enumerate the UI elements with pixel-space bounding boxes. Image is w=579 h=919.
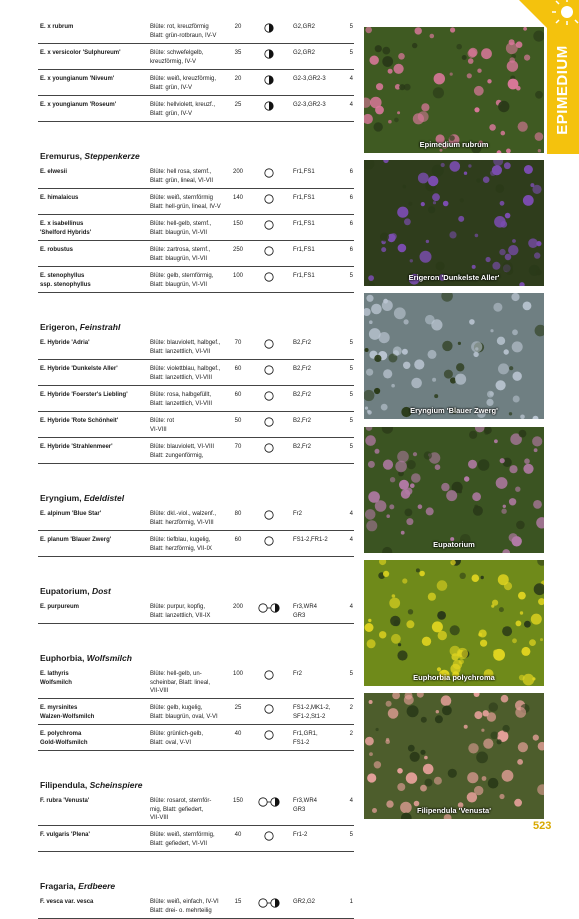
plant-description: Blüte: hell-gelb, un- scheinbar, Blatt: lineal, VII-VIII	[150, 671, 211, 694]
genus-latin: Fragaria,	[40, 881, 79, 891]
photo-flowers	[364, 427, 544, 553]
table-row	[38, 334, 354, 360]
genus-title	[40, 780, 143, 790]
plant-zone: 5	[349, 50, 353, 56]
plant-height: 25	[234, 705, 242, 711]
plant-zone: 5	[349, 366, 353, 372]
plant-description: Blüte: zartrosa, sternf., Blatt: blaugrün, VI-VII	[150, 247, 211, 262]
plant-description: Blüte: dkl.-viol., walzenf., Blatt: herzförmig, VI-VIII	[150, 511, 217, 526]
plant-name: E. himalaicus	[40, 195, 79, 201]
section-spacer	[38, 751, 354, 765]
sun-icon	[257, 730, 281, 740]
plant-zone: 5	[349, 24, 353, 30]
plant-location: B2,Fr2	[293, 418, 312, 424]
plant-location: G2-3,GR2-3	[293, 76, 326, 82]
section-spacer	[38, 624, 354, 638]
plant-photo	[364, 427, 544, 553]
sun-icon	[257, 391, 281, 401]
plant-zone: 4	[349, 511, 353, 517]
plant-description: Blüte: gelb, kugelig, Blatt: blaugrün, oval, V-VI	[150, 705, 218, 720]
genus-heading	[38, 136, 354, 163]
table-row	[38, 44, 354, 70]
table-row	[38, 241, 354, 267]
plant-zone: 4	[349, 537, 353, 543]
plant-description: Blüte: grünlich-gelb, Blatt: oval, V-VI	[150, 731, 204, 746]
plant-location: Fr1-2	[293, 832, 308, 838]
plant-zone: 4	[349, 798, 353, 804]
sun-to-half-shade-icon	[257, 603, 281, 613]
plant-height: 50	[234, 418, 242, 424]
plant-location: Fr1,FS1	[293, 273, 315, 279]
plant-zone: 6	[349, 221, 353, 227]
plant-location: Fr1,FS1	[293, 195, 315, 201]
plant-location: FS1-2,FR1-2	[293, 537, 328, 543]
genus-heading	[38, 638, 354, 665]
sun-icon	[257, 220, 281, 230]
plant-zone: 6	[349, 195, 353, 201]
photo-caption: Euphorbia polychroma	[413, 673, 495, 682]
genus-heading	[38, 866, 354, 893]
plant-name: F. rubra 'Venusta'	[40, 798, 90, 804]
plant-description: Blüte: blauviolett, halbgef., Blatt: lanzettlich, VI-VII	[150, 340, 221, 355]
plant-location: Fr3,WR4 GR3	[293, 798, 317, 813]
plant-name: E. x youngianum 'Niveum'	[40, 76, 115, 82]
genus-heading	[38, 765, 354, 792]
plant-photo	[364, 560, 544, 686]
plant-height: 150	[232, 221, 243, 227]
plant-table	[38, 18, 354, 919]
plant-zone: 5	[349, 392, 353, 398]
half-shade-icon	[257, 101, 281, 111]
plant-description: Blüte: rosa, halbgefüllt, Blatt: lanzettlich, VI-VIII	[150, 392, 213, 407]
sun-icon	[257, 246, 281, 256]
genus-latin: Eremurus,	[40, 151, 85, 161]
plant-name: E. purpureum	[40, 604, 80, 610]
plant-zone: 5	[349, 832, 353, 838]
table-row	[38, 826, 354, 852]
plant-location: Fr2	[293, 671, 302, 677]
side-tab-label: EPIMEDIUM	[554, 45, 571, 135]
plant-location: G2,GR2	[293, 50, 316, 56]
plant-height: 40	[234, 832, 242, 838]
sun-icon	[257, 272, 281, 282]
plant-height: 20	[234, 76, 242, 82]
plant-location: Fr1,GR1, FS1-2	[293, 731, 318, 746]
section-spacer	[38, 293, 354, 307]
plant-name: E. alpinum 'Blue Star'	[40, 511, 102, 517]
table-row	[38, 893, 354, 919]
plant-height: 140	[232, 195, 243, 201]
photo-caption: Erigeron 'Dunkelste Aller'	[408, 273, 500, 282]
plant-height: 60	[234, 366, 242, 372]
plant-name: E. lathyris Wolfsmilch	[40, 671, 72, 686]
plant-photo	[364, 160, 544, 286]
plant-name: E. myrsinites Walzen-Wolfsmilch	[40, 705, 95, 720]
table-row	[38, 505, 354, 531]
plant-zone: 5	[349, 444, 353, 450]
sun-icon	[257, 168, 281, 178]
table-row	[38, 189, 354, 215]
photo-flowers	[364, 27, 544, 153]
plant-zone: 4	[349, 102, 353, 108]
sun-icon	[257, 365, 281, 375]
plant-description: Blüte: tiefblau, kugelig, Blatt: herzförmig, VII-IX	[150, 537, 213, 552]
genus-common: Erdbeere	[78, 881, 116, 891]
plant-description: Blüte: schwefelgelb, kreuzförmig, IV-V	[150, 50, 204, 65]
plant-location: Fr1,FS1	[293, 169, 315, 175]
section-spacer	[38, 557, 354, 571]
photo-flowers	[364, 693, 544, 819]
photo-caption: Eryngium 'Blauer Zwerg'	[410, 406, 498, 415]
sun-icon	[257, 670, 281, 680]
genus-latin: Eryngium,	[40, 493, 84, 503]
plant-location: B2,Fr2	[293, 366, 312, 372]
plant-description: Blüte: rosarot, sternför- mig, Blatt: gefiedert, VII-VIII	[150, 798, 212, 821]
plant-photo	[364, 27, 544, 153]
half-shade-icon	[257, 23, 281, 33]
plant-description: Blüte: rot, kreuzförmig Blatt: grün-rotbraun, IV-V	[150, 24, 217, 39]
genus-heading	[38, 478, 354, 505]
plant-height: 100	[232, 273, 243, 279]
plant-name: F. vulgaris 'Plena'	[40, 832, 90, 838]
sun-icon	[257, 536, 281, 546]
sun-icon	[257, 443, 281, 453]
table-row	[38, 163, 354, 189]
sun-icon	[257, 339, 281, 349]
plant-height: 20	[234, 24, 242, 30]
sun-icon	[257, 510, 281, 520]
plant-location: B2,Fr2	[293, 444, 312, 450]
table-row	[38, 598, 354, 624]
plant-name: E. elwesii	[40, 169, 68, 175]
plant-height: 35	[234, 50, 242, 56]
plant-height: 40	[234, 731, 242, 737]
photo-caption: Eupatorium	[433, 540, 475, 549]
plant-name: F. vesca var. vesca	[40, 899, 94, 905]
plant-zone: 5	[349, 418, 353, 424]
genus-title	[40, 653, 132, 663]
genus-common: Edeldistel	[83, 493, 125, 503]
plant-location: B2,Fr2	[293, 392, 312, 398]
plant-location: G2,GR2	[293, 24, 316, 30]
plant-description: Blüte: blauviolett, VI-VIII Blatt: zungenförmig,	[150, 444, 215, 459]
plant-zone: 4	[349, 76, 353, 82]
plant-description: Blüte: weiß, kreuzförmig, Blatt: grün, IV-V	[150, 76, 217, 91]
table-row	[38, 386, 354, 412]
genus-latin: Euphorbia,	[40, 653, 87, 663]
plant-location: B2,Fr2	[293, 340, 312, 346]
genus-common: Scheinspiere	[89, 780, 143, 790]
plant-photo	[364, 293, 544, 419]
half-shade-icon	[257, 49, 281, 59]
table-row	[38, 699, 354, 725]
table-row	[38, 412, 354, 438]
plant-name: E. robustus	[40, 247, 74, 253]
genus-title	[40, 322, 120, 332]
plant-description: Blüte: weiß, einfach, IV-VI Blatt: drei- o. mehrteilig	[150, 899, 219, 914]
photo-caption: Filipendula 'Venusta'	[417, 806, 491, 815]
plant-location: GR2,G2	[293, 899, 316, 905]
plant-photo	[364, 693, 544, 819]
plant-zone: 2	[349, 705, 353, 711]
sun-icon	[257, 704, 281, 714]
plant-zone: 6	[349, 247, 353, 253]
section-spacer	[38, 122, 354, 136]
genus-title	[40, 151, 140, 161]
plant-location: FS1-2,MK1-2, SF1-2,St1-2	[293, 705, 331, 720]
table-row	[38, 70, 354, 96]
table-row	[38, 792, 354, 826]
plant-height: 200	[232, 169, 243, 175]
plant-name: E. x versicolor 'Sulphureum'	[40, 50, 121, 56]
plant-name: E. Hybride 'Strahlenmeer'	[40, 444, 113, 450]
page-number: 523	[533, 820, 552, 832]
sun-icon	[257, 417, 281, 427]
genus-heading	[38, 571, 354, 598]
plant-zone: 6	[349, 169, 353, 175]
genus-latin: Erigeron,	[40, 322, 80, 332]
plant-description: Blüte: purpur, kopfig, Blatt: lanzettlich, VII-IX	[150, 604, 211, 619]
table-row	[38, 215, 354, 241]
table-row	[38, 438, 354, 464]
genus-common: Dost	[91, 586, 111, 596]
photo-flowers	[364, 560, 544, 686]
plant-location: Fr3,WR4 GR3	[293, 604, 317, 619]
plant-height: 80	[234, 511, 242, 517]
plant-height: 70	[234, 340, 242, 346]
genus-title	[40, 881, 115, 891]
plant-name: E. x youngianum 'Roseum'	[40, 102, 117, 108]
plant-height: 25	[234, 102, 242, 108]
table-row	[38, 665, 354, 699]
plant-location: Fr2	[293, 511, 302, 517]
plant-zone: 1	[349, 899, 353, 905]
plant-height: 100	[232, 671, 243, 677]
plant-description: Blüte: hell rosa, sternf., Blatt: grün, lineal, VI-VII	[150, 169, 214, 184]
photo-flowers	[364, 293, 544, 419]
table-row	[38, 96, 354, 122]
plant-description: Blüte: violettblau, halbgef., Blatt: lanzettlich, VI-VIII	[150, 366, 221, 381]
genus-common: Feinstrahl	[79, 322, 121, 332]
genus-latin: Filipendula,	[40, 780, 90, 790]
plant-name: E. planum 'Blauer Zwerg'	[40, 537, 112, 543]
plant-zone: 4	[349, 604, 353, 610]
half-shade-icon	[257, 75, 281, 85]
plant-height: 200	[232, 604, 243, 610]
plant-description: Blüte: rot VI-VIII	[150, 418, 175, 433]
table-row	[38, 267, 354, 293]
plant-height: 70	[234, 444, 242, 450]
section-spacer	[38, 464, 354, 478]
genus-title	[40, 493, 124, 503]
plant-height: 150	[232, 798, 243, 804]
plant-location: G2-3,GR2-3	[293, 102, 326, 108]
photo-flowers	[364, 160, 544, 286]
plant-description: Blüte: weiß, sternförmig Blatt: hell-grün, lineal, IV-V	[150, 195, 221, 210]
plant-description: Blüte: gelb, sternförmig, Blatt: blaugrün, VI-VII	[150, 273, 214, 288]
plant-zone: 2	[349, 731, 353, 737]
genus-common: Steppenkerze	[84, 151, 140, 161]
plant-height: 250	[232, 247, 243, 253]
table-row	[38, 531, 354, 557]
plant-height: 15	[234, 899, 242, 905]
table-row	[38, 725, 354, 751]
plant-location: Fr1,FS1	[293, 247, 315, 253]
plant-name: E. polychroma Gold-Wolfsmilch	[40, 731, 88, 746]
table-row	[38, 360, 354, 386]
plant-zone: 5	[349, 340, 353, 346]
sun-icon	[257, 194, 281, 204]
sun-to-half-shade-icon	[257, 898, 281, 908]
plant-height: 60	[234, 392, 242, 398]
sun-to-half-shade-icon	[257, 797, 281, 807]
genus-title	[40, 586, 111, 596]
table-row	[38, 18, 354, 44]
genus-latin: Eupatorium,	[40, 586, 92, 596]
section-spacer	[38, 852, 354, 866]
plant-name: E. x rubrum	[40, 24, 74, 30]
plant-zone: 5	[349, 671, 353, 677]
genus-common: Wolfsmilch	[86, 653, 132, 663]
plant-name: E. Hybride 'Foerster's Liebling'	[40, 392, 128, 398]
plant-description: Blüte: weiß, sternförmig, Blatt: gefiedert, VI-VII	[150, 832, 215, 847]
plant-name: E. x isabellinus 'Shelford Hybrids'	[40, 221, 92, 236]
plant-name: E. Hybride 'Rote Schönheit'	[40, 418, 119, 424]
plant-location: Fr1,FS1	[293, 221, 315, 227]
plant-zone: 5	[349, 273, 353, 279]
photo-caption: Epimedium rubrum	[419, 140, 489, 149]
sun-icon	[257, 831, 281, 841]
genus-heading	[38, 307, 354, 334]
plant-description: Blüte: hellviolett, kreuzf., Blatt: grün, IV-V	[150, 102, 216, 117]
plant-name: E. Hybride 'Adria'	[40, 340, 90, 346]
plant-description: Blüte: hell-gelb, sternf., Blatt: blaugrün, VI-VII	[150, 221, 212, 236]
plant-name: E. stenophyllus ssp. stenophyllus	[40, 273, 91, 288]
plant-height: 60	[234, 537, 242, 543]
plant-name: E. Hybride 'Dunkelste Aller'	[40, 366, 118, 372]
